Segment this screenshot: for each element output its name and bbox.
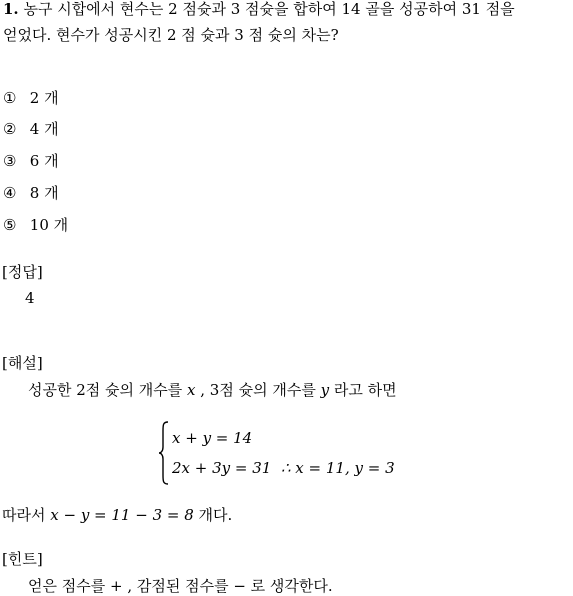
question-number: 1. [3, 0, 19, 18]
question-text-1: 농구 시합에서 현수는 2 점슛과 3 점슛을 합하여 14 골을 성공하여 31 점을 [23, 0, 515, 18]
equation-1: x + y = 14 [172, 429, 253, 447]
answer-value: 4 [25, 289, 35, 307]
conclusion-b: 개다. [193, 506, 233, 524]
option-5-marker: ⑤ [3, 216, 17, 234]
equation-2: 2x + 3y = 31 [172, 459, 272, 477]
option-2[interactable] [3, 119, 59, 139]
option-1[interactable] [3, 88, 59, 108]
question-line-1 [3, 0, 515, 19]
option-4-text: 8 개 [29, 184, 59, 202]
option-1-marker: ① [3, 89, 17, 107]
option-3-text: 6 개 [29, 152, 59, 170]
option-2-marker: ② [3, 120, 17, 138]
option-2-text: 4 개 [29, 120, 59, 138]
explanation-intro-c: 라고 하면 [329, 381, 397, 399]
explanation-intro-a: 성공한 2점 슛의 개수를 [28, 381, 188, 399]
question-text-2: 얻었다. 현수가 성공시킨 2 점 슛과 3 점 슛의 차는? [3, 26, 339, 44]
option-1-text: 2 개 [29, 89, 59, 107]
option-3-marker: ③ [3, 152, 17, 170]
therefore-result: ∴ x = 11, y = 3 [281, 459, 395, 477]
answer-heading: [정답] [2, 263, 43, 281]
conclusion [2, 505, 232, 525]
option-3[interactable] [3, 151, 59, 171]
option-4[interactable] [3, 183, 59, 203]
conclusion-math: x − y = 11 − 3 = 8 [50, 506, 194, 524]
left-brace-icon [158, 421, 170, 485]
option-5-text: 10 개 [29, 216, 69, 234]
explanation-intro [28, 380, 397, 400]
variable-x: x [187, 381, 196, 399]
hint-heading: [힌트] [2, 550, 43, 568]
option-4-marker: ④ [3, 184, 17, 202]
variable-y: y [320, 381, 330, 399]
conclusion-a: 따라서 [2, 506, 51, 524]
hint-text: 얻은 점수를 + , 감점된 점수를 − 로 생각한다. [28, 577, 333, 595]
explanation-heading: [해설] [2, 354, 43, 372]
explanation-intro-b: , 3점 슛의 개수를 [195, 381, 321, 399]
option-5[interactable] [3, 215, 68, 235]
